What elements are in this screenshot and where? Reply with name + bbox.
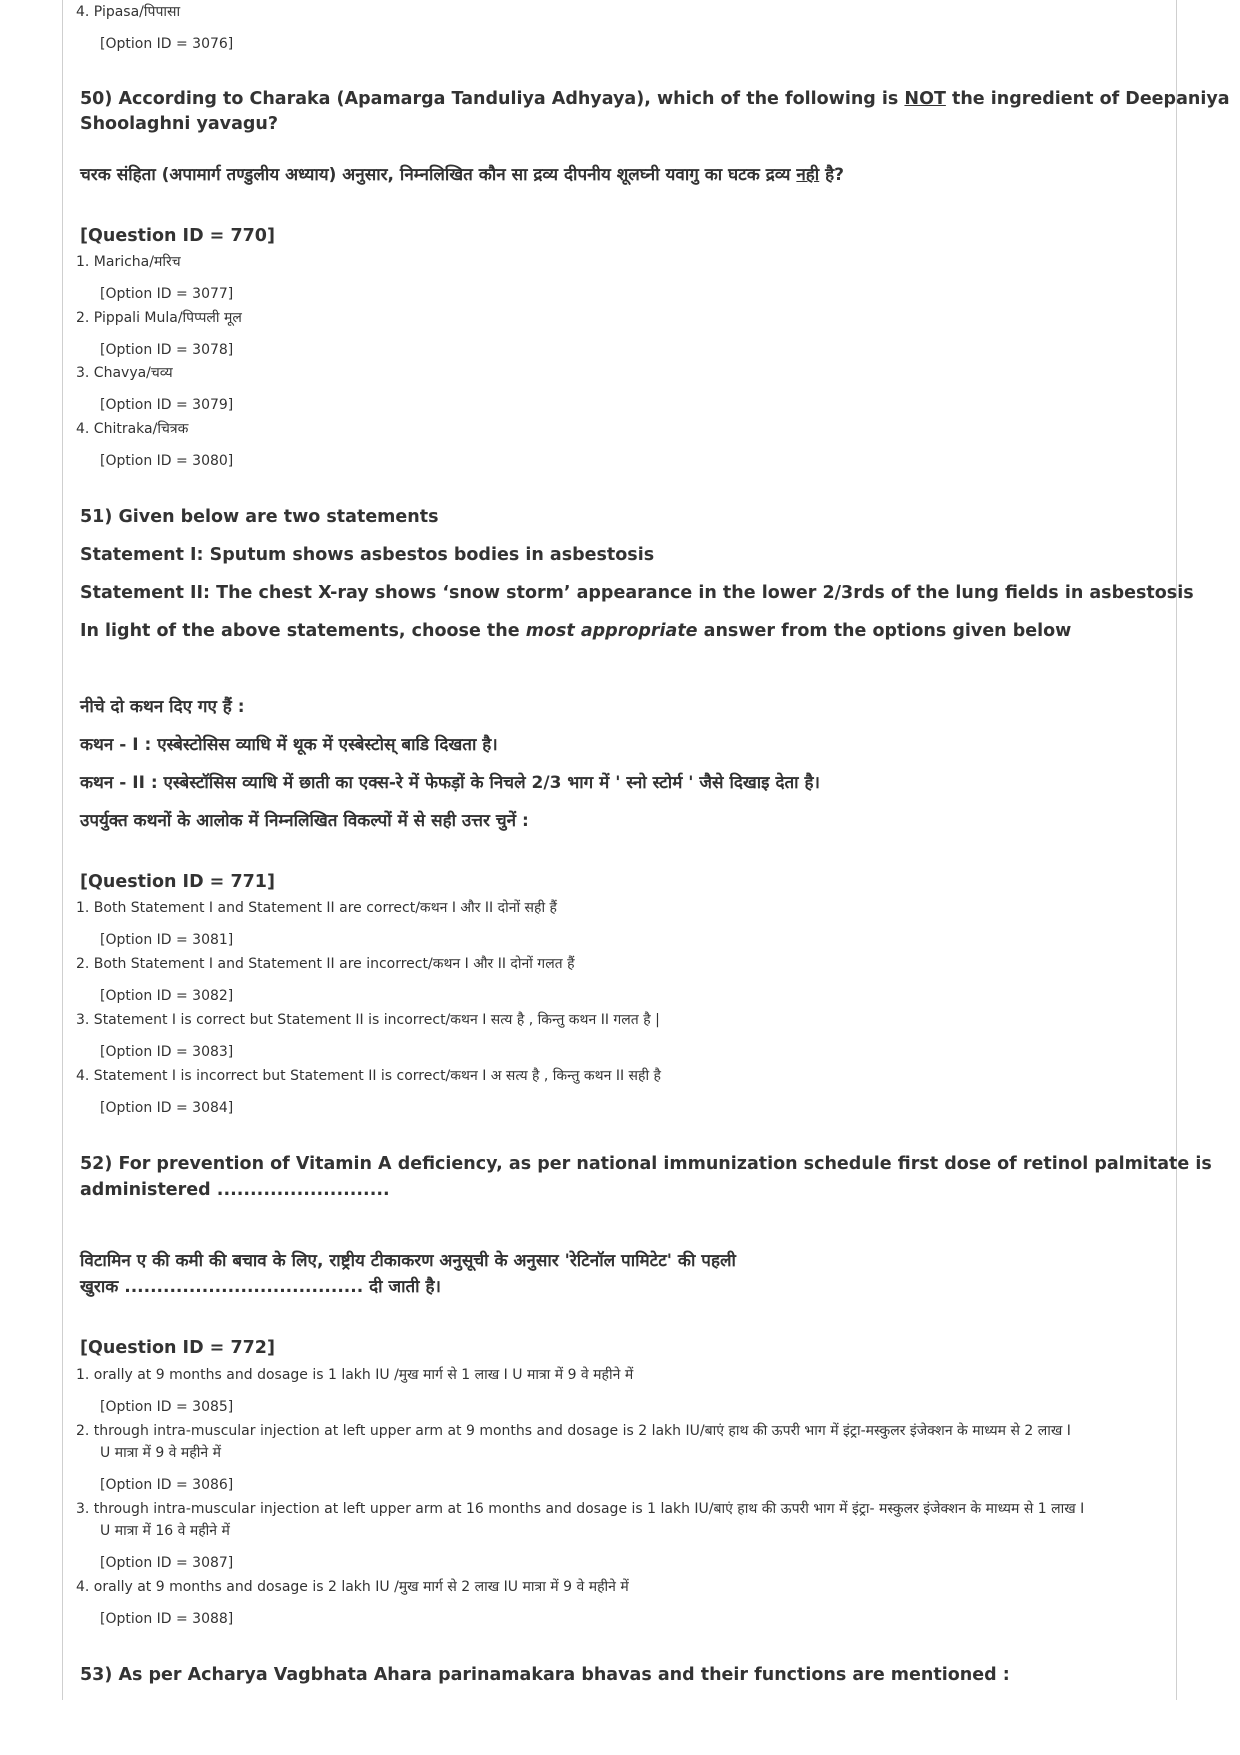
question-text-line: 50) According to Charaka (Apamarga Tanduliya Adhyaya), which of the following is NOT the ingredient of Deepaniya [80, 89, 1230, 109]
question-text-line: 51) Given below are two statements [80, 507, 439, 527]
option-id: [Option ID = 3076] [100, 36, 234, 52]
option-id: [Option ID = 3079] [100, 397, 234, 413]
option-item: 2. Both Statement I and Statement II are incorrect/कथन I और II दोनों गलत हैं [76, 956, 575, 972]
option-item: 1. Both Statement I and Statement II are correct/कथन I और II दोनों सही हैं [76, 900, 557, 916]
question-text-line: 52) For prevention of Vitamin A deficiency, as per national immunization schedule first dose of retinol palmitate is [80, 1154, 1212, 1174]
statement-line: Statement I: Sputum shows asbestos bodies in asbestosis [80, 545, 655, 565]
question-hindi-text: कथन - II : एस्बेस्टॉसिस व्याधि में छाती का एक्स-रे में फेफड़ों के निचले 2/3 भाग में ' स्नो स्टोर्म ' जैसे दिखाइ देता है। [80, 773, 820, 793]
question-id: [Question ID = 771] [80, 872, 275, 892]
question-hindi-text: उपर्युक्त कथनों के आलोक में निम्नलिखित विकल्पों में से सही उत्तर चुनें : [80, 811, 529, 831]
option-item: 3. through intra-muscular injection at left upper arm at 16 months and dosage is 1 lakh IU/बाएं हाथ की ऊपरी भाग में इंट्रा- मस्कुलर इंजेक्शन के माध्यम से 1 लाख I [76, 1501, 1085, 1517]
option-item: 3. Statement I is correct but Statement II is incorrect/कथन I सत्य है , किन्तु कथन II गलत है | [76, 1012, 660, 1028]
option-item: 4. Chitraka/चित्रक [76, 421, 189, 437]
option-id: [Option ID = 3077] [100, 286, 234, 302]
instruction-line: In light of the above statements, choose the most appropriate answer from the options given below [80, 621, 1072, 641]
question-id: [Question ID = 772] [80, 1338, 275, 1358]
option-item: 3. Chavya/चव्य [76, 365, 173, 381]
option-id: [Option ID = 3081] [100, 932, 234, 948]
question-hindi-text: कथन - I : एस्बेस्टोसिस व्याधि में थूक में एस्बेस्टोस् बाडि दिखता है। [80, 735, 498, 755]
page-border-left [62, 0, 63, 1700]
option-item: 2. through intra-muscular injection at left upper arm at 9 months and dosage is 2 lakh IU/बाएं हाथ की ऊपरी भाग में इंट्रा-मस्कुलर इंजेक्शन के माध्यम से 2 लाख I [76, 1423, 1071, 1439]
question-hindi-text: खुराक ..................................... दी जाती है। [80, 1277, 441, 1297]
question-text-line: Shoolaghni yavagu? [80, 114, 279, 134]
option-id: [Option ID = 3080] [100, 453, 234, 469]
question-text-line: administered .......................... [80, 1180, 390, 1200]
option-id: [Option ID = 3088] [100, 1611, 234, 1627]
option-item: 1. Maricha/मरिच [76, 254, 181, 270]
question-hindi-text: विटामिन ए की कमी की बचाव के लिए, राष्ट्रीय टीकाकरण अनुसूची के अनुसार 'रेटिनॉल पामिटेट' की पहली [80, 1251, 736, 1271]
option-id: [Option ID = 3085] [100, 1399, 234, 1415]
option-id: [Option ID = 3083] [100, 1044, 234, 1060]
option-id: [Option ID = 3078] [100, 342, 234, 358]
page-border-right [1176, 0, 1177, 1700]
question-text-line: 53) As per Acharya Vagbhata Ahara parinamakara bhavas and their functions are mentioned : [80, 1665, 1010, 1685]
option-item: 4. orally at 9 months and dosage is 2 lakh IU /मुख मार्ग से 2 लाख IU मात्रा में 9 वे महीने में [76, 1579, 629, 1595]
question-hindi-text: नीचे दो कथन दिए गए हैं : [80, 697, 245, 717]
option-item: 2. Pippali Mula/पिप्पली मूल [76, 310, 242, 326]
question-hindi-text: चरक संहिता (अपामार्ग तण्डुलीय अध्याय) अनुसार, निम्नलिखित कौन सा द्रव्य दीपनीय शूलघ्नी यवागु का घटक द्रव्य नही है? [80, 165, 845, 185]
option-id: [Option ID = 3086] [100, 1477, 234, 1493]
option-id: [Option ID = 3084] [100, 1100, 234, 1116]
question-id: [Question ID = 770] [80, 226, 275, 246]
option-id: [Option ID = 3087] [100, 1555, 234, 1571]
option-item-continuation: U मात्रा में 9 वे महीने में [100, 1445, 221, 1461]
option-item: 4. Statement I is incorrect but Statement II is correct/कथन I अ सत्य है , किन्तु कथन II सही है [76, 1068, 661, 1084]
option-item: 4. Pipasa/पिपासा [76, 4, 181, 20]
option-id: [Option ID = 3082] [100, 988, 234, 1004]
option-item: 1. orally at 9 months and dosage is 1 lakh IU /मुख मार्ग से 1 लाख I U मात्रा में 9 वे महीने में [76, 1367, 634, 1383]
option-item-continuation: U मात्रा में 16 वे महीने में [100, 1523, 230, 1539]
statement-line: Statement II: The chest X-ray shows ‘snow storm’ appearance in the lower 2/3rds of the lung fields in asbestosis [80, 583, 1194, 603]
